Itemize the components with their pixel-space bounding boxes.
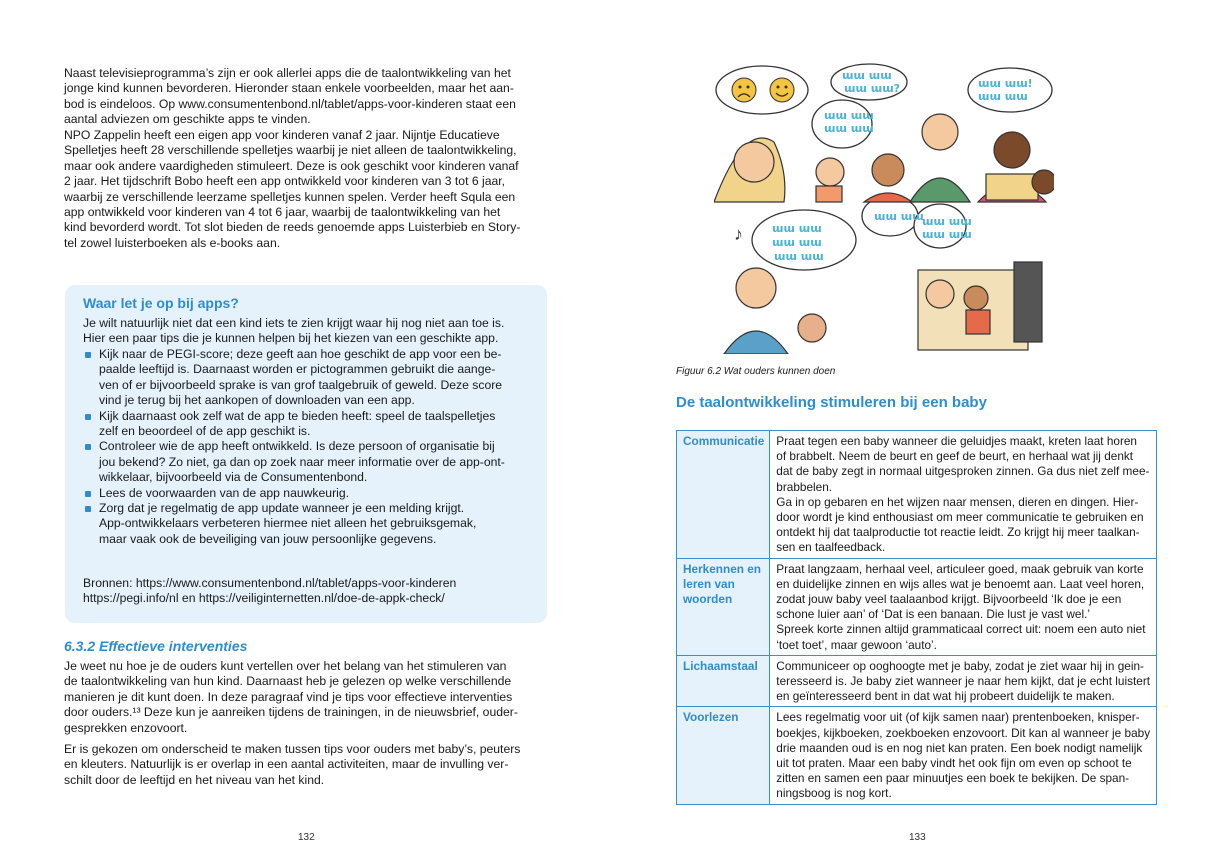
text-line: Lees regelmatig voor uit (of kijk samen naar) prentenboeken, knisper- [776,710,1140,725]
bullet-icon [85,491,91,497]
text-line: ven of er bijvoorbeeld sprake is van grof taalgebruik of geweld. Deze score [99,377,503,392]
row-label: Communicatie [677,431,770,559]
text-line: Spreek korte zinnen altijd grammaticaal correct uit: noem een auto niet [776,622,1146,637]
text-line: maar vaak ook de beveiliging van jouw persoonlijke gegevens. [99,531,437,546]
section-heading: De taalontwikkeling stimuleren bij een baby [676,394,987,411]
text-line: manieren je dit kunt doen. In deze paragraaf vind je tips voor effectieve interventies [64,689,513,704]
text-line: app ontwikkeld voor kinderen van 4 tot 6 jaar, waarbij de taalontwikkeling van het [64,205,501,220]
page-number: 132 [298,832,315,843]
tips-box-intro [83,316,533,347]
text-line: en kleuters. Natuurlijk is er overlap in een aantal activiteiten, maar de invulling ver- [64,757,509,772]
bubble-text: ɯɯ ɯɯ! [978,77,1033,90]
text-line: App-ontwikkelaars verbeteren hiermee niet alleen het gebruiksgemak, [99,516,477,531]
interventions-paragraph [64,659,548,736]
text-line: ‘toet toet’, maar gewoon ‘auto’. [776,637,937,652]
row-text [770,655,1157,707]
text-line: jonge kind kunnen bevorderen. Hieronder staan enkele voorbeelden, maar het aan- [64,81,514,96]
bubble-text: ɯɯ ɯɯ [978,90,1028,103]
bubble-text: ɯɯ ɯɯ [772,236,822,249]
text-line: door wordt je kind enthousiast om meer communicatie te gebruiken en [776,510,1144,525]
text-line: aantal adviezen om geschikte apps te vinden. [64,112,311,127]
text-line: Er is gekozen om onderscheid te maken tussen tips voor ouders met baby’s, peuters [64,742,521,756]
text-line: dat de baby zegt in normaal uitgesproken zinnen. Ga dus niet zelf mee- [776,464,1150,479]
text-line: teresseerd is. Je baby ziet wanneer je naar hem kijkt, dat je echt luistert [776,674,1151,689]
bubble-text: ɯɯ ɯɯ [842,69,892,82]
text-line: gesprekken enzovoort. [64,720,188,735]
row-text [770,558,1157,655]
page-number: 133 [909,832,926,843]
text-line: NPO Zappelin heeft een eigen app voor kinderen vanaf 2 jaar. Nijntje Educatieve [64,128,500,142]
text-line: Zorg dat je regelmatig de app update wanneer je een melding krijgt. [99,501,465,516]
text-line: waarbij ze verschillende leerzame spelletjes kunnen spelen. Verder heeft Squla een [64,189,516,204]
row-label: Herkennen en leren van woorden [677,558,770,655]
text-line: ningsboog is nog kort. [776,786,892,801]
list-item [83,439,533,485]
parents-illustration [714,62,1054,354]
table-row [677,431,1157,559]
happy-face-icon [770,78,794,102]
bubble-text: ɯɯ ɯɯ [922,215,972,228]
text-line: Spelletjes heeft 28 verschillende spelletjes waarbij je niet alleen de taalontwikkeling, [64,143,517,158]
bullet-icon [85,444,91,450]
music-note-icon: ♪ [734,224,743,244]
text-line: de taalontwikkeling van hun kind. Daarnaast heb je gelezen op welke verschillende [64,674,512,689]
text-line: maar ook andere vaardigheden stimuleert. Deze is ook geschikt voor kinderen vanaf [64,158,519,173]
intro-paragraph [64,66,548,128]
row-text [770,431,1157,559]
sources [83,576,456,607]
text-line: Je weet nu hoe je de ouders kunt vertellen over het belang van het stimuleren van [64,659,507,673]
row-text [770,707,1157,804]
text-line: zelf en beoordeel of de app geschikt is. [99,424,311,439]
row-label: Lichaamstaal [677,655,770,707]
text-line: tel zowel luisterboeken als e-books aan. [64,235,281,250]
section-title: 6.3.2 Effectieve interventies [64,638,248,654]
apps-paragraph [64,128,548,251]
bubble-text: ɯɯ ɯɯ [922,228,972,241]
text-line: zodat jouw baby veel taalaanbod krijgt. Bijvoorbeeld ‘Ik doe je een [776,592,1122,607]
text-line: boekjes, kijkboeken, zoekboeken enzovoort. Dit kan al wanneer je baby [776,725,1151,740]
bubble-text: ɯɯ ɯɯ [774,250,824,263]
bullet-icon [85,506,91,512]
text-line: door ouders.¹³ Deze kun je aanreiken tijdens de trainingen, in de nieuwsbrief, ouder- [64,705,518,720]
table-row [677,707,1157,804]
text-line: kind bevorderd wordt. Tot slot bieden de reeds genoemde apps Luisterbieb en Story- [64,220,521,235]
table-row [677,558,1157,655]
list-item [83,347,533,409]
text-line: vind je terug bij het aankopen of downloaden van een app. [99,393,415,408]
bubble-text: ɯɯ ɯɯ [874,210,924,223]
text-line: Bronnen: https://www.consumentenbond.nl/tablet/apps-voor-kinderen [83,576,457,590]
text-line: Naast televisieprogramma’s zijn er ook allerlei apps die de taalontwikkeling van het [64,66,511,80]
text-line: jou bekend? Zo niet, ga dan op zoek naar meer informatie over de app-ont- [99,454,505,469]
right-page [611,0,1222,862]
text-line: paalde leeftijd is. Daarnaast worden er pictogrammen gebruikt die aange- [99,362,496,377]
tips-box-title: Waar let je op bij apps? [83,295,239,311]
text-line: uit tot praten. Maar een baby vindt het ook fijn om even op schoot te [776,756,1132,771]
bubble-text: ɯɯ ɯɯ? [844,82,901,95]
tips-list [83,347,533,547]
tips-box [65,285,547,623]
text-line: Kijk daarnaast ook zelf wat de app te bieden heeft: speel de taalspelletjes [99,408,496,423]
text-line: 2 jaar. Het tijdschrift Bobo heeft een app ontwikkeld voor kinderen van 3 tot 6 jaar, [64,174,506,189]
distinction-paragraph [64,742,548,788]
sad-face-icon [732,78,756,102]
text-line: en geïnteresseerd bent in dat wat hij probeert duidelijk te maken. [776,689,1115,704]
text-line: brabbelen. [776,479,833,494]
text-line: bod is eindeloos. Op www.consumentenbond.nl/tablet/apps-voor-kinderen staat een [64,96,516,111]
baby-tips-table [676,430,1157,805]
text-line: of brabbelt. Neem de beurt en geef de beurt, en herhaal wat jij denkt [776,449,1134,464]
text-line: schilt door de leeftijd en het niveau van het kind. [64,772,325,787]
text-line: Praat tegen een baby wanneer die geluidjes maakt, kreten laat horen [776,434,1137,448]
text-line: sen en taalfeedback. [776,540,886,555]
text-line: https://pegi.info/nl en https://veiliginternetten.nl/doe-de-appk-check/ [83,591,445,606]
text-line: Ga in op gebaren en het wijzen naar mensen, dieren en dingen. Hier- [776,494,1139,509]
list-item [83,486,533,501]
text-line: Controleer wie de app heeft ontwikkeld. Is deze persoon of organisatie bij [99,439,495,454]
table-row [677,655,1157,707]
text-line: zitten en samen een paar minuutjes een boek te bekijken. De span- [776,771,1130,786]
text-line: Lees de voorwaarden van de app nauwkeurig. [99,485,350,500]
text-line: en duidelijke zinnen en wijs alles wat je benoemt aan. Laat veel horen, [776,576,1145,591]
text-line: Praat langzaam, herhaal veel, articuleer goed, maak gebruik van korte [776,561,1144,576]
bullet-icon [85,352,91,358]
text-line: schone luier aan’ of ‘Dat is een banaan. Die lust je vast wel.’ [776,607,1090,622]
text-line: wikkelaar, bijvoorbeeld via de Consumentenbond. [99,470,368,485]
figure-caption: Figuur 6.2 Wat ouders kunnen doen [676,366,836,377]
bubble-text: ɯɯ ɯɯ [824,122,874,135]
row-label: Voorlezen [677,707,770,804]
bubble-text: ɯɯ ɯɯ [824,109,874,122]
list-item [83,409,533,440]
list-item [83,501,533,547]
text-line: Je wilt natuurlijk niet dat een kind iets te zien krijgt waar hij nog niet aan toe is. [83,316,505,330]
text-line: Communiceer op ooghoogte met je baby, zodat je ziet waar hij in gein- [776,658,1144,673]
text-line: Hier een paar tips die je kunnen helpen bij het kiezen van een geschikte app. [83,331,499,346]
text-line: drie maanden oud is en nog niet kan praten. Een boek nodigt namelijk [776,740,1143,755]
text-line: ontdekt hij dat taalproductie tot reactie leidt. Zo krijgt hij meer taalkan- [776,525,1140,540]
text-line: Kijk naar de PEGI-score; deze geeft aan hoe geschikt de app voor een be- [99,347,502,361]
bubble-text: ɯɯ ɯɯ [772,222,822,235]
bullet-icon [85,414,91,420]
